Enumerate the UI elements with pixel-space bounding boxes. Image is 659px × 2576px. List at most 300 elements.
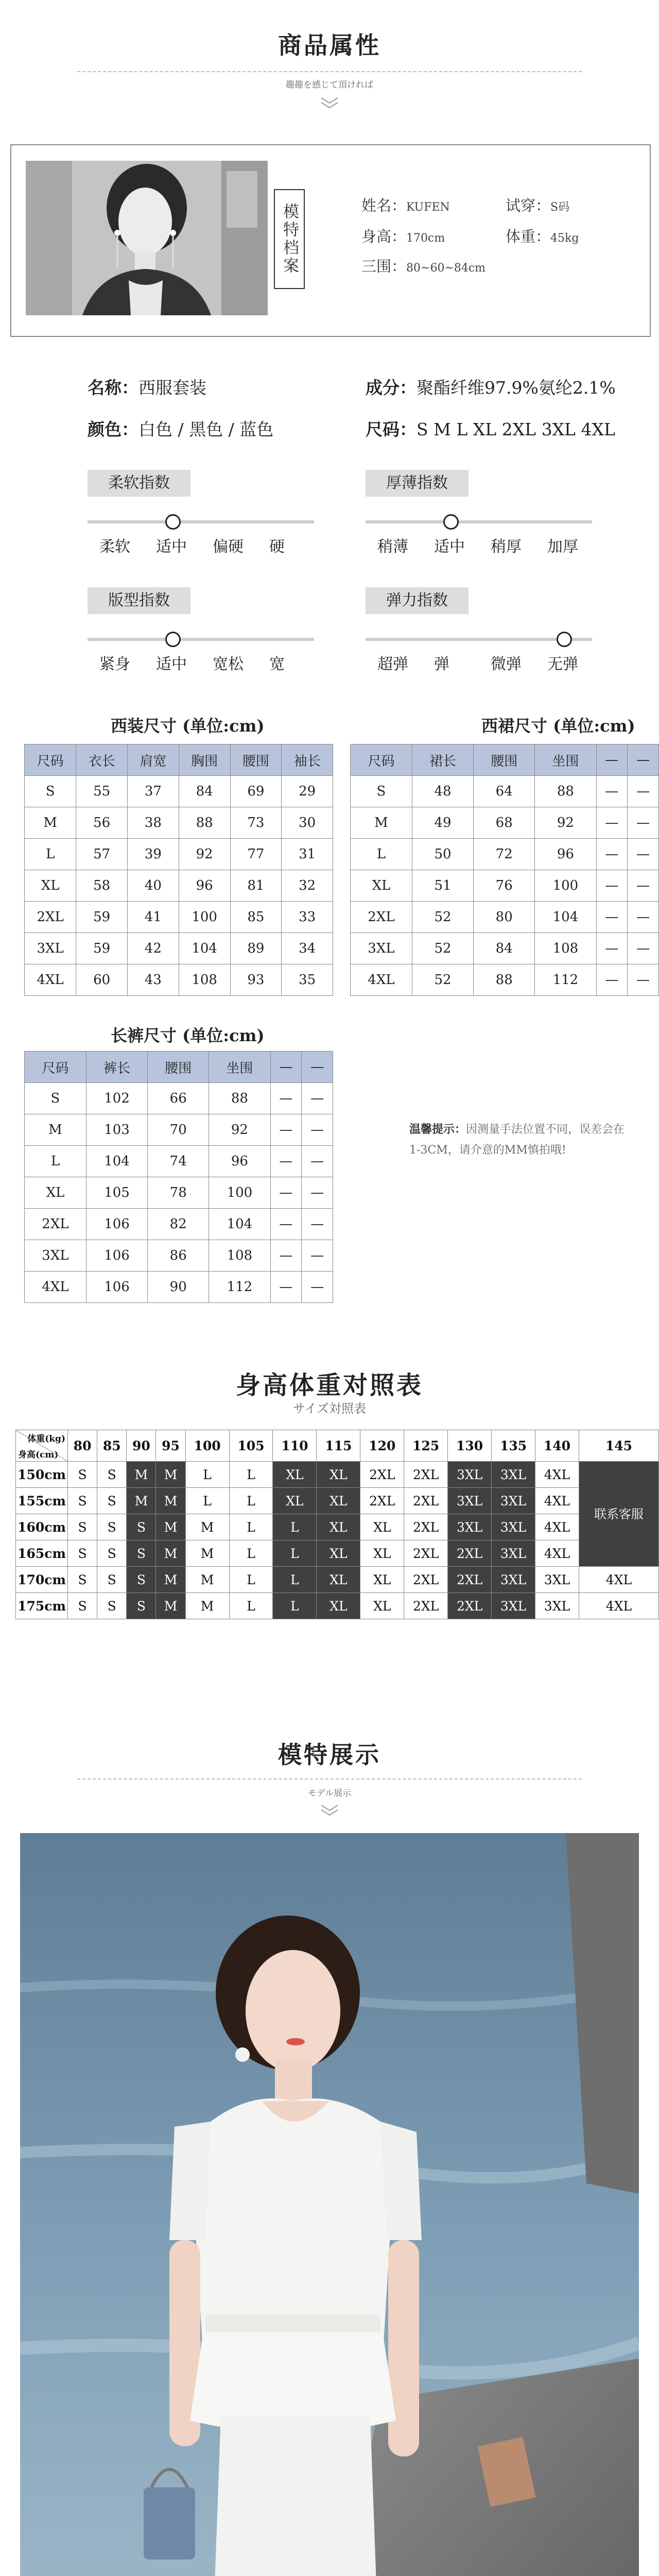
weight-header-cell: 115 [317, 1430, 360, 1462]
corner-weight-label: 体重(kg) [27, 1434, 65, 1444]
table-cell: 49 [412, 807, 473, 839]
table-header-cell: 裙长 [412, 744, 473, 776]
table-cell: 57 [76, 839, 128, 870]
size-cell: M [156, 1488, 185, 1514]
model-height: 身高：170cm [361, 228, 445, 245]
size-cell: S [68, 1540, 97, 1567]
size-cell: S [68, 1593, 97, 1619]
weight-header-cell: 85 [97, 1430, 127, 1462]
table-cell: 2XL [25, 1209, 86, 1240]
size-cell: 3XL [535, 1593, 579, 1619]
table-row [351, 902, 659, 933]
table-row [25, 1240, 333, 1272]
table-cell: L [25, 839, 76, 870]
weight-header-cell: 110 [273, 1430, 317, 1462]
table-cell: 3XL [25, 933, 76, 964]
table-header-cell: 裤长 [86, 1052, 147, 1083]
size-cell: 4XL [535, 1514, 579, 1540]
size-cell: S [97, 1462, 127, 1488]
weight-header-cell: 140 [535, 1430, 579, 1462]
table-cell: 64 [474, 776, 535, 807]
size-cell: S [68, 1462, 97, 1488]
index-scale-label: 适中 [156, 538, 187, 556]
size-cell: 4XL [535, 1540, 579, 1567]
table-cell: 96 [209, 1146, 270, 1177]
size-cell: S [68, 1514, 97, 1540]
table-cell: 106 [86, 1240, 147, 1272]
size-cell: 2XL [448, 1540, 492, 1567]
table-cell: — [270, 1083, 302, 1114]
table-cell: — [302, 1240, 333, 1272]
table-row [25, 902, 333, 933]
size-cell: XL [273, 1488, 317, 1514]
table-cell: 84 [474, 933, 535, 964]
table-row [16, 1540, 659, 1567]
weight-header-cell: 120 [360, 1430, 404, 1462]
height-header-cell: 165cm [16, 1540, 68, 1567]
table-cell: 103 [86, 1114, 147, 1146]
table-row [25, 1114, 333, 1146]
table-row [25, 964, 333, 996]
table-cell: 73 [230, 807, 282, 839]
table-header-cell: — [270, 1052, 302, 1083]
size-cell: L [185, 1462, 229, 1488]
size-cell: L [229, 1514, 273, 1540]
size-cell: L [229, 1488, 273, 1514]
table-cell: 48 [412, 776, 473, 807]
chart-corner-cell [16, 1430, 68, 1462]
size-cell: 4XL [535, 1488, 579, 1514]
table-cell: 58 [76, 870, 128, 902]
index-marker-dot [165, 632, 181, 647]
height-weight-chart [15, 1430, 659, 1619]
table-cell: — [270, 1146, 302, 1177]
model-file-label: 模特档案 [274, 189, 305, 289]
table-cell: 88 [209, 1083, 270, 1114]
table-row [16, 1567, 659, 1593]
table-cell: XL [351, 870, 412, 902]
section-title-weight-chart: 身高体重对照表 [235, 1371, 423, 1400]
divider [77, 71, 582, 72]
table-row [25, 839, 333, 870]
table-cell: — [628, 964, 659, 996]
size-cell: 4XL [535, 1462, 579, 1488]
size-cell: 2XL [404, 1540, 448, 1567]
index-scale-label: 加厚 [547, 538, 578, 556]
pants-size-table [24, 1051, 333, 1303]
table-cell: 106 [86, 1272, 147, 1303]
section-subtitle-weight-chart: サイズ対照表 [292, 1401, 367, 1416]
table-cell: — [270, 1177, 302, 1209]
size-cell: 3XL [448, 1514, 492, 1540]
size-cell: M [156, 1540, 185, 1567]
table-header-cell: 肩宽 [128, 744, 179, 776]
weight-header-cell: 95 [156, 1430, 185, 1462]
table-cell: — [596, 839, 628, 870]
table-row [25, 1209, 333, 1240]
weight-header-cell: 90 [127, 1430, 156, 1462]
size-cell: 2XL [404, 1567, 448, 1593]
table-cell: — [270, 1209, 302, 1240]
table-cell: 70 [148, 1114, 209, 1146]
size-cell: 3XL [492, 1593, 535, 1619]
table-row [351, 933, 659, 964]
index-scale-label: 超弹 [377, 655, 408, 673]
index-scale-label: 适中 [156, 655, 187, 673]
table-row [351, 776, 659, 807]
table-cell: 69 [230, 776, 282, 807]
table-cell: 37 [128, 776, 179, 807]
suit-table-title: 西装尺寸 (单位:cm) [111, 716, 265, 736]
index-scale-label: 无弹 [547, 655, 578, 673]
table-cell: 66 [148, 1083, 209, 1114]
index-scale-label: 偏硬 [213, 538, 244, 556]
index-title-fit: 版型指数 [88, 587, 190, 614]
table-row [25, 776, 333, 807]
table-cell: 102 [86, 1083, 147, 1114]
table-cell: — [302, 1083, 333, 1114]
size-cell: S [97, 1488, 127, 1514]
table-row [25, 1083, 333, 1114]
size-cell: M [185, 1514, 229, 1540]
table-cell: 104 [86, 1146, 147, 1177]
table-row [25, 1177, 333, 1209]
size-cell: XL [360, 1514, 404, 1540]
table-cell: 96 [179, 870, 230, 902]
table-cell: L [25, 1146, 86, 1177]
size-cell: M [185, 1540, 229, 1567]
warm-tip: 温馨提示：因测量手法位置不同，误差会在1-3CM，请介意的MM慎拍哦! [409, 1123, 625, 1157]
table-cell: 92 [209, 1114, 270, 1146]
table-cell: 92 [535, 807, 596, 839]
table-cell: 88 [535, 776, 596, 807]
table-cell: — [596, 870, 628, 902]
size-cell: XL [317, 1462, 360, 1488]
table-row [351, 839, 659, 870]
height-header-cell: 170cm [16, 1567, 68, 1593]
table-cell: 104 [535, 902, 596, 933]
size-cell: L [273, 1593, 317, 1619]
model-portrait [26, 161, 268, 315]
table-cell: — [302, 1272, 333, 1303]
table-cell: — [270, 1114, 302, 1146]
size-cell: L [229, 1567, 273, 1593]
table-header-cell: 尺码 [25, 744, 76, 776]
index-title-elasticity: 弹力指数 [366, 587, 469, 614]
table-header-cell: 腰围 [230, 744, 282, 776]
table-cell: 41 [128, 902, 179, 933]
table-cell: 33 [282, 902, 333, 933]
size-cell: 3XL [492, 1514, 535, 1540]
table-cell: XL [25, 1177, 86, 1209]
table-cell: 89 [230, 933, 282, 964]
table-cell: 4XL [351, 964, 412, 996]
index-scale-label: 柔软 [99, 538, 130, 556]
size-cell: S [97, 1540, 127, 1567]
table-cell: — [270, 1272, 302, 1303]
table-cell: 59 [76, 902, 128, 933]
size-cell: S [97, 1567, 127, 1593]
table-header-cell: 坐围 [535, 744, 596, 776]
table-row [16, 1514, 659, 1540]
table-cell: 3XL [351, 933, 412, 964]
table-cell: 74 [148, 1146, 209, 1177]
table-header-cell: 袖长 [282, 744, 333, 776]
table-cell: 100 [179, 902, 230, 933]
section-title-attributes: 商品属性 [278, 31, 381, 59]
pants-table-title: 长裤尺寸 (单位:cm) [111, 1026, 265, 1045]
table-header-cell: 胸围 [179, 744, 230, 776]
size-cell: S [97, 1514, 127, 1540]
table-header-cell: 坐围 [209, 1052, 270, 1083]
table-cell: 112 [209, 1272, 270, 1303]
index-scale-label: 微弹 [491, 655, 522, 673]
size-cell: XL [273, 1462, 317, 1488]
index-scale-label: 宽 [269, 655, 285, 673]
size-cell: S [127, 1540, 156, 1567]
table-cell: S [25, 776, 76, 807]
size-cell: L [273, 1514, 317, 1540]
size-cell: 2XL [360, 1462, 404, 1488]
size-cell: 2XL [448, 1593, 492, 1619]
table-cell: 43 [128, 964, 179, 996]
diagonal-divider [16, 1430, 67, 1461]
table-cell: 100 [209, 1177, 270, 1209]
table-cell: 50 [412, 839, 473, 870]
table-cell: 2XL [25, 902, 76, 933]
table-cell: 3XL [25, 1240, 86, 1272]
table-cell: 2XL [351, 902, 412, 933]
table-header-cell: 腰围 [474, 744, 535, 776]
table-cell: 108 [209, 1240, 270, 1272]
size-cell: M [156, 1462, 185, 1488]
weight-header-cell: 80 [68, 1430, 97, 1462]
size-cell: 2XL [360, 1488, 404, 1514]
table-cell: 85 [230, 902, 282, 933]
table-cell: 82 [148, 1209, 209, 1240]
size-cell: XL [317, 1488, 360, 1514]
size-cell: 3XL [492, 1462, 535, 1488]
table-cell: — [628, 870, 659, 902]
model-name: 姓名：KUFEN [361, 197, 450, 214]
size-cell: 2XL [404, 1514, 448, 1540]
table-row [25, 933, 333, 964]
index-scale-label: 稍厚 [491, 538, 522, 556]
size-cell: XL [360, 1593, 404, 1619]
size-cell: L [229, 1593, 273, 1619]
table-cell: — [596, 776, 628, 807]
table-cell: 4XL [25, 1272, 86, 1303]
table-row [25, 1146, 333, 1177]
index-scale-label: 硬 [269, 538, 285, 556]
model-size: 试穿：S码 [506, 197, 570, 214]
size-cell: 4XL [579, 1593, 658, 1619]
size-cell: XL [317, 1567, 360, 1593]
index-scale-label: 适中 [434, 538, 465, 556]
index-track [88, 638, 314, 641]
height-header-cell: 160cm [16, 1514, 68, 1540]
table-cell: XL [25, 870, 76, 902]
table-cell: — [628, 776, 659, 807]
size-cell: M [185, 1593, 229, 1619]
size-cell: S [97, 1593, 127, 1619]
size-cell: M [127, 1488, 156, 1514]
table-header-cell: — [302, 1052, 333, 1083]
size-cell: XL [317, 1540, 360, 1567]
index-scale-label: 弹 [434, 655, 449, 673]
weight-header-cell: 135 [492, 1430, 535, 1462]
model-card [10, 144, 651, 337]
size-cell: 2XL [404, 1488, 448, 1514]
size-cell: 3XL [492, 1540, 535, 1567]
table-header-cell: — [596, 744, 628, 776]
table-cell: 29 [282, 776, 333, 807]
table-cell: — [596, 933, 628, 964]
table-header-cell: — [628, 744, 659, 776]
size-cell: S [68, 1488, 97, 1514]
table-cell: 30 [282, 807, 333, 839]
table-cell: — [270, 1240, 302, 1272]
table-cell: — [628, 933, 659, 964]
table-cell: — [302, 1177, 333, 1209]
table-cell: 78 [148, 1177, 209, 1209]
table-cell: — [628, 839, 659, 870]
size-cell: 3XL [492, 1567, 535, 1593]
table-row [16, 1593, 659, 1619]
table-cell: 52 [412, 933, 473, 964]
size-cell: M [156, 1514, 185, 1540]
table-cell: 96 [535, 839, 596, 870]
model-photo [20, 1833, 639, 2576]
weight-header-cell: 130 [448, 1430, 492, 1462]
table-cell: S [25, 1083, 86, 1114]
table-header-cell: 腰围 [148, 1052, 209, 1083]
chevron-down-icon [319, 1803, 340, 1820]
table-cell: M [25, 807, 76, 839]
table-cell: 90 [148, 1272, 209, 1303]
table-row [25, 870, 333, 902]
size-cell: S [68, 1567, 97, 1593]
contact-service-cell[interactable]: 联系客服 [579, 1462, 658, 1567]
table-cell: 55 [76, 776, 128, 807]
table-cell: 76 [474, 870, 535, 902]
suit-size-table [24, 744, 333, 996]
attr-color: 颜色：白色 / 黑色 / 蓝色 [88, 419, 274, 439]
index-marker-dot [557, 632, 572, 647]
size-cell: L [229, 1462, 273, 1488]
index-title-softness: 柔软指数 [88, 470, 190, 497]
table-cell: 52 [412, 964, 473, 996]
table-cell: — [302, 1114, 333, 1146]
size-cell: L [229, 1540, 273, 1567]
section-title-model-show: 模特展示 [278, 1741, 381, 1769]
table-cell: 32 [282, 870, 333, 902]
table-cell: 56 [76, 807, 128, 839]
table-header-cell: 衣长 [76, 744, 128, 776]
table-cell: 84 [179, 776, 230, 807]
table-cell: 106 [86, 1209, 147, 1240]
table-cell: 42 [128, 933, 179, 964]
table-cell: — [596, 964, 628, 996]
table-cell: 81 [230, 870, 282, 902]
size-cell: 3XL [448, 1488, 492, 1514]
index-title-thickness: 厚薄指数 [366, 470, 469, 497]
table-row [25, 807, 333, 839]
model-weight: 体重：45kg [506, 228, 579, 245]
skirt-size-table [350, 744, 659, 996]
table-cell: 39 [128, 839, 179, 870]
table-row [351, 870, 659, 902]
table-header-cell: 尺码 [25, 1052, 86, 1083]
size-cell: M [127, 1462, 156, 1488]
table-cell: 40 [128, 870, 179, 902]
table-row [25, 1272, 333, 1303]
table-cell: 92 [179, 839, 230, 870]
table-cell: 104 [209, 1209, 270, 1240]
table-cell: 59 [76, 933, 128, 964]
size-cell: 2XL [448, 1567, 492, 1593]
table-cell: 112 [535, 964, 596, 996]
size-cell: 3XL [448, 1462, 492, 1488]
size-cell: M [185, 1567, 229, 1593]
index-marker-dot [443, 514, 459, 530]
table-cell: 34 [282, 933, 333, 964]
table-row [351, 807, 659, 839]
table-cell: 104 [179, 933, 230, 964]
table-cell: 80 [474, 902, 535, 933]
size-cell: XL [360, 1540, 404, 1567]
table-cell: 88 [474, 964, 535, 996]
table-cell: — [596, 807, 628, 839]
size-cell: XL [360, 1567, 404, 1593]
table-cell: 100 [535, 870, 596, 902]
table-row [16, 1488, 659, 1514]
table-cell: 60 [76, 964, 128, 996]
size-cell: XL [317, 1514, 360, 1540]
attr-material: 成分：聚酯纤维97.9%氨纶2.1% [366, 378, 616, 398]
model-bust: 三围：80~60~84cm [361, 258, 486, 275]
attr-size: 尺码：S M L XL 2XL 3XL 4XL [366, 419, 615, 439]
size-cell: M [156, 1567, 185, 1593]
size-cell: S [127, 1567, 156, 1593]
index-track [88, 520, 314, 523]
section-subtitle-model-show: モデル展示 [307, 1788, 352, 1799]
table-cell: 88 [179, 807, 230, 839]
skirt-table-title: 西裙尺寸 (单位:cm) [481, 716, 635, 736]
table-cell: — [628, 902, 659, 933]
table-cell: S [351, 776, 412, 807]
table-cell: L [351, 839, 412, 870]
weight-header-cell: 125 [404, 1430, 448, 1462]
table-cell: 31 [282, 839, 333, 870]
table-row [351, 964, 659, 996]
size-cell: 4XL [579, 1567, 658, 1593]
corner-height-label: 身高(cm) [18, 1450, 59, 1460]
index-scale-label: 宽松 [213, 655, 244, 673]
weight-header-cell: 100 [185, 1430, 229, 1462]
size-cell: L [185, 1488, 229, 1514]
size-cell: 2XL [404, 1462, 448, 1488]
table-cell: — [596, 902, 628, 933]
size-cell: 2XL [404, 1593, 448, 1619]
chevron-down-icon [319, 96, 340, 112]
table-cell: 68 [474, 807, 535, 839]
table-cell: 108 [179, 964, 230, 996]
table-header-cell: 尺码 [351, 744, 412, 776]
table-row [16, 1462, 659, 1488]
weight-header-cell: 105 [229, 1430, 273, 1462]
table-cell: 93 [230, 964, 282, 996]
